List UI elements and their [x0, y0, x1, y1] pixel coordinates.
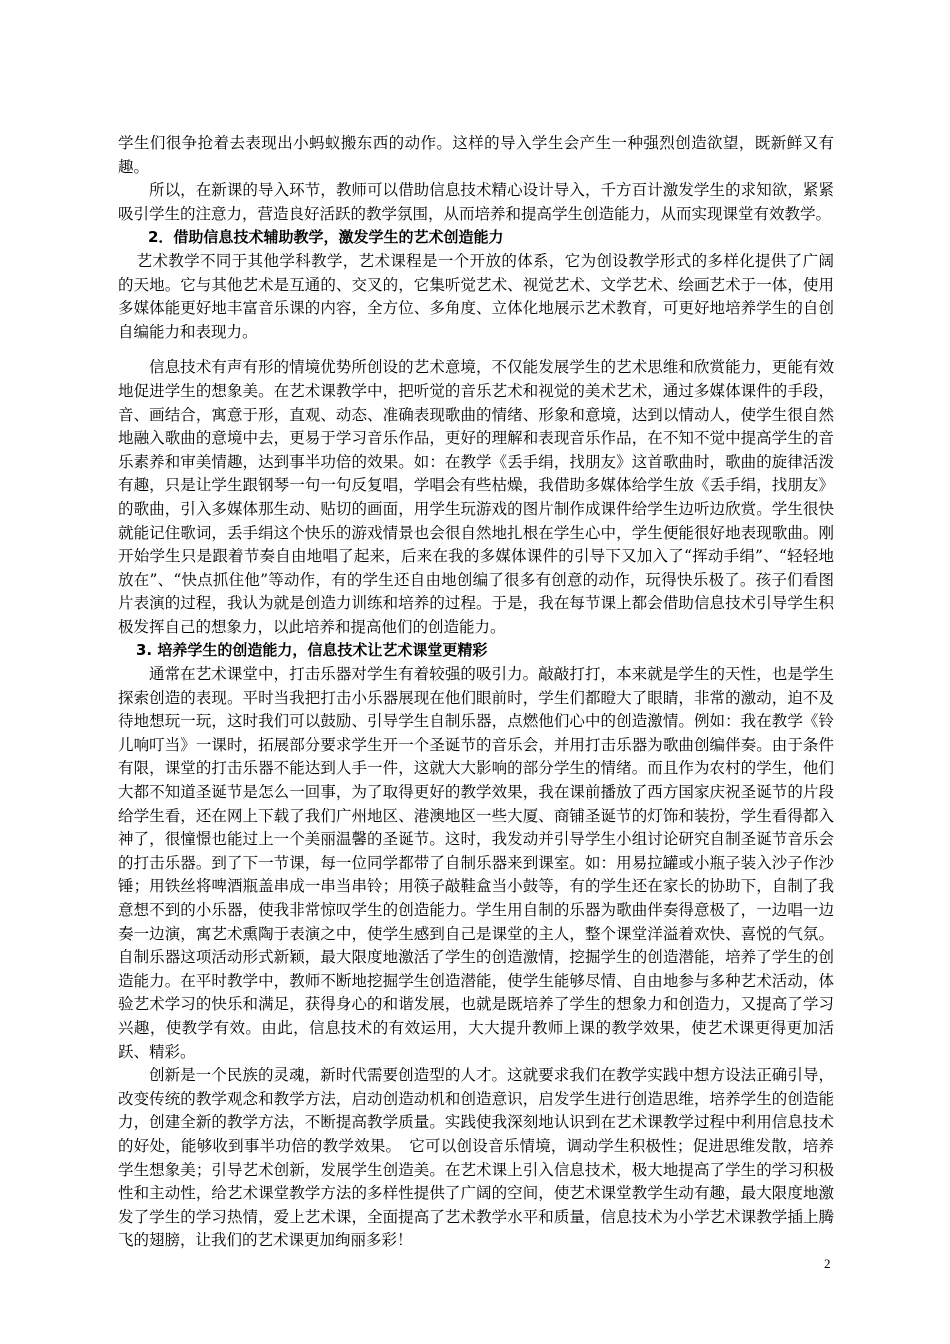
section-heading-3: 3. 培养学生的创造能力，信息技术让艺术课堂更精彩	[136, 641, 488, 660]
paragraph-spacer	[118, 344, 834, 356]
document-page	[118, 132, 834, 1252]
page-number: 2	[824, 1256, 831, 1271]
paragraph-summary: 所以，在新课的导入环节，教师可以借助信息技术精心设计导入，千方百计激发学生的求知欲，紧紧吸引学生的注意力，营造良好活跃的教学氛围，从而培养和提高学生创造能力，从而实现课堂有效教学。	[118, 181, 834, 223]
paragraph-intro-end: 学生们很争抢着去表现出小蚂蚁搬东西的动作。这样的导入学生会产生一种强烈创造欲望，既新鲜又有趣。	[118, 134, 834, 176]
paragraph-conclusion: 创新是一个民族的灵魂，新时代需要创造型的人才。这就要求我们在教学实践中想方设法正确引导，改变传统的教学观念和教学方法，启动创造动机和创造意识，启发学生进行创造思维，培养学生的创造能力，创建全新的教学方法，不断提高教学质量。实践使我深刻地认识到在艺术课教学过程中利用信息技术的好处，能够收到事半功倍的教学效果。 它可以创设音乐情境，调动学生积极性；促进思维发散，培养学生想象美；引导艺术创新，发展学生创造美。在艺术课上引入信息技术，极大地提高了学生的学习积极性和主动性，给艺术课堂教学方法的多样性提供了广阔的空间，使艺术课堂教学生动有趣，最大限度地激发了学生的学习热情，爱上艺术课，全面提高了艺术教学水平和质量，信息技术为小学艺术课教学插上腾飞的翅膀，让我们的艺术课更加绚丽多彩！	[118, 1066, 834, 1250]
paragraph-percussion: 通常在艺术课堂中，打击乐器对学生有着较强的吸引力。敲敲打打，本来就是学生的天性，也是学生探索创造的表现。平时当我把打击小乐器展现在他们眼前时，学生们都瞪大了眼睛，非常的激动，迫不及待地想玩一玩，这时我们可以鼓励、引导学生自制乐器，点燃他们心中的创造激情。例如：我在教学《铃儿响叮当》一课时，拓展部分要求学生开一个圣诞节的音乐会，并用打击乐器为歌曲创编伴奏。由于条件有限，课堂的打击乐器不能达到人手一件，这就大大影响的部分学生的情绪。而且作为农村的学生，他们大都不知道圣诞节是怎么一回事，为了取得更好的教学效果，我在课前播放了西方国家庆祝圣诞节的片段给学生看，还在网上下载了我们广州地区、港澳地区一些大厦、商铺圣诞节的灯饰和装扮，学生看得都入神了，很憧憬也能过上一个美丽温馨的圣诞节。这时，我发动并引导学生小组讨论研究自制圣诞节音乐会的打击乐器。到了下一节课，每一位同学都带了自制乐器来到课室。如：用易拉罐或小瓶子装入沙子作沙锤；用铁丝将啤酒瓶盖串成一串当串铃；用筷子敲鞋盒当小鼓等，有的学生还在家长的协助下，自制了我意想不到的小乐器，使我非常惊叹学生的创造能力。学生用自制的乐器为歌曲伴奏得意极了，一边唱一边奏一边演，寓艺术熏陶于表演之中，使学生感到自己是课堂的主人，整个课堂洋溢着欢快、喜悦的气氛。自制乐器这项活动形式新颖，最大限度地激活了学生的创造激情，挖掘学生的创造潜能，培养了学生的创造能力。在平时教学中，教师不断地挖掘学生创造潜能，使学生能够尽情、自由地参与多种艺术活动，体验艺术学习的快乐和满足，获得身心的和谐发展，也就是既培养了学生的想象力和创造力，又提高了学习兴趣，使教学有效。由此，信息技术的有效运用，大大提升教师上课的教学效果，使艺术课更得更加活跃、精彩。	[118, 665, 834, 1061]
paragraph-art-teaching: 艺术教学不同于其他学科教学，艺术课程是一个开放的体系，它为创设教学形式的多样化提供了广阔的天地。它与其他艺术是互通的、交叉的，它集听觉艺术、视觉艺术、文学艺术、绘画艺术于一体，使用多媒体能更好地丰富音乐课的内容，全方位、多角度、立体化地展示艺术教育，可更好地培养学生的自创自编能力和表现力。	[118, 251, 834, 341]
paragraph-info-tech: 信息技术有声有形的情境优势所创设的艺术意境，不仅能发展学生的艺术思维和欣赏能力，更能有效地促进学生的想象美。在艺术课教学中，把听觉的音乐艺术和视觉的美术艺术，通过多媒体课件的手段，音、画结合，寓意于形，直观、动态、准确表现歌曲的情绪、形象和意境，达到以情动人，使学生很自然地融入歌曲的意境中去，更易于学习音乐作品，更好的理解和表现音乐作品，在不知不觉中提高学生的音乐素养和审美情趣，达到事半功倍的效果。如：在教学《丢手绢，找朋友》这首歌曲时，歌曲的旋律活泼有趣，只是让学生跟钢琴一句一句反复唱，学唱会有些枯燥，我借助多媒体给学生放《丢手绢，找朋友》的歌曲，引入多媒体那生动、贴切的画面，用学生玩游戏的图片制作成课件给学生边听边欣赏。学生很快就能记住歌词，丢手绢这个快乐的游戏情景也会很自然地扎根在学生心中，学生便能很好地表现歌曲。刚开始学生只是跟着节奏自由地唱了起来，后来在我的多媒体课件的引导下又加入了“挥动手绢”、“轻轻地放在”、“快点抓住他”等动作，有的学生还自由地创编了很多有创意的动作，玩得快乐极了。孩子们看图片表演的过程，我认为就是创造力训练和培养的过程。于是，我在每节课上都会借助信息技术引导学生积极发挥自己的想象力，以此培养和提高他们的创造能力。	[118, 358, 834, 636]
section-heading-2: 2．借助信息技术辅助教学，激发学生的艺术创造能力	[148, 228, 504, 247]
